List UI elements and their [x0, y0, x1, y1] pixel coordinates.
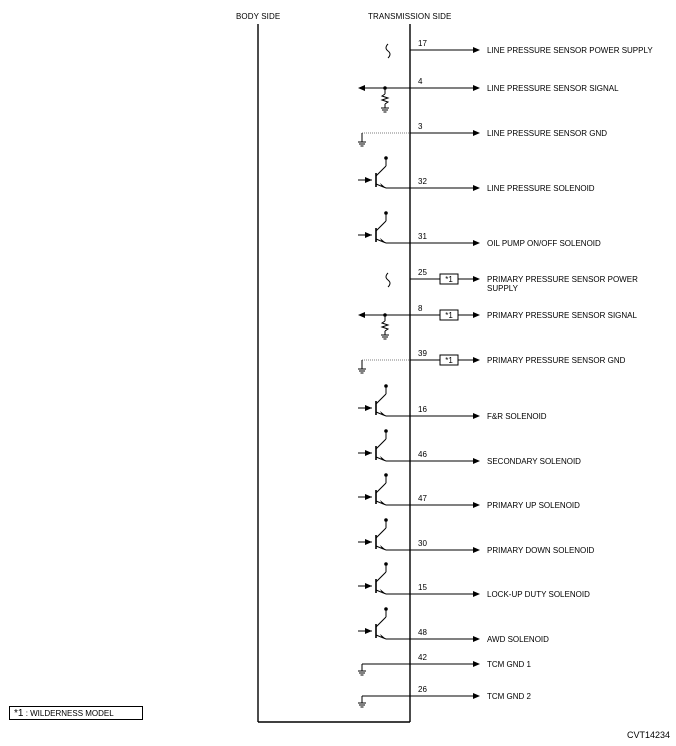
arrow-right-icon	[473, 357, 480, 363]
supply-source-icon	[386, 44, 390, 58]
transistor-collector	[376, 483, 386, 493]
circuit-label: PRIMARY UP SOLENOID	[487, 501, 580, 510]
transistor-collector	[376, 528, 386, 538]
supply-dot	[384, 211, 388, 215]
circuit-row	[358, 429, 581, 466]
arrow-right-icon	[473, 240, 480, 246]
circuit-row	[358, 607, 549, 644]
pin-number: 42	[418, 653, 427, 662]
arrow-right-icon	[473, 502, 480, 508]
pin-number: 8	[418, 304, 423, 313]
transistor-collector	[376, 617, 386, 627]
arrow-right-icon	[473, 693, 480, 699]
circuit-label-line2: SUPPLY	[487, 284, 518, 293]
arrow-right-icon	[473, 47, 480, 53]
wilderness-mark: *1	[445, 275, 453, 284]
pin-number: 30	[418, 539, 427, 548]
transistor-collector	[376, 221, 386, 231]
pin-number: 25	[418, 268, 427, 277]
supply-source-icon	[386, 273, 390, 287]
pin-number: 48	[418, 628, 427, 637]
circuit-label: LINE PRESSURE SENSOR SIGNAL	[487, 84, 619, 93]
legend-text: : WILDERNESS MODEL	[25, 709, 114, 719]
circuit-label: LOCK-UP DUTY SOLENOID	[487, 590, 590, 599]
arrow-right-icon	[473, 458, 480, 464]
circuit-row	[358, 685, 532, 707]
arrow-right-icon	[473, 185, 480, 191]
circuit-label: TCM GND 2	[487, 692, 531, 701]
arrow-right-icon	[473, 85, 480, 91]
wilderness-mark: *1	[445, 356, 453, 365]
arrow-right-icon	[473, 547, 480, 553]
pin-number: 47	[418, 494, 427, 503]
arrow-right-icon	[473, 276, 480, 282]
arrow-right-icon	[473, 636, 480, 642]
pin-number: 39	[418, 349, 427, 358]
circuit-row	[358, 384, 547, 421]
circuit-row	[386, 39, 653, 58]
supply-dot	[384, 562, 388, 566]
pin-number: 26	[418, 685, 427, 694]
pin-number: 4	[418, 77, 423, 86]
pin-number: 15	[418, 583, 427, 592]
circuit-row	[358, 304, 638, 339]
arrow-right-icon	[473, 591, 480, 597]
circuit-row	[358, 77, 619, 112]
supply-dot	[384, 607, 388, 611]
supply-dot	[384, 473, 388, 477]
transistor-collector	[376, 394, 386, 404]
circuit-row	[358, 518, 595, 555]
circuit-label: PRIMARY PRESSURE SENSOR POWER	[487, 275, 638, 284]
transistor-collector	[376, 572, 386, 582]
circuit-row	[358, 653, 532, 675]
pin-number: 46	[418, 450, 427, 459]
circuit-label: AWD SOLENOID	[487, 635, 549, 644]
figure-code: CVT14234	[626, 730, 670, 740]
circuit-label: PRIMARY PRESSURE SENSOR SIGNAL	[487, 311, 637, 320]
circuit-label: LINE PRESSURE SOLENOID	[487, 184, 595, 193]
circuit-label: OIL PUMP ON/OFF SOLENOID	[487, 239, 601, 248]
arrow-right-icon	[473, 130, 480, 136]
circuit-row	[358, 349, 626, 373]
circuit-label: PRIMARY PRESSURE SENSOR GND	[487, 356, 626, 365]
arrow-left-icon	[358, 312, 365, 318]
circuit-label: PRIMARY DOWN SOLENOID	[487, 546, 595, 555]
legend-mark: *1	[14, 708, 24, 719]
supply-dot	[384, 156, 388, 160]
resistor-icon	[382, 321, 388, 331]
body-side-header: BODY SIDE	[236, 12, 281, 21]
wilderness-mark: *1	[445, 311, 453, 320]
supply-dot	[384, 384, 388, 388]
circuit-label: LINE PRESSURE SENSOR POWER SUPPLY	[487, 46, 653, 55]
pin-number: 16	[418, 405, 427, 414]
circuit-row	[358, 122, 607, 146]
circuit-row	[386, 268, 638, 293]
arrow-right-icon	[473, 661, 480, 667]
pin-number: 32	[418, 177, 427, 186]
transistor-collector	[376, 439, 386, 449]
pin-number: 17	[418, 39, 427, 48]
arrow-right-icon	[473, 312, 480, 318]
arrow-right-icon	[473, 413, 480, 419]
resistor-icon	[382, 94, 388, 104]
transistor-collector	[376, 166, 386, 176]
circuit-row	[358, 156, 595, 193]
circuit-row	[358, 211, 601, 248]
circuit-label: F&R SOLENOID	[487, 412, 547, 421]
pin-number: 31	[418, 232, 427, 241]
legend-box	[9, 706, 143, 720]
circuit-label: LINE PRESSURE SENSOR GND	[487, 129, 608, 138]
circuit-row	[358, 562, 590, 599]
supply-dot	[384, 429, 388, 433]
circuit-label: SECONDARY SOLENOID	[487, 457, 581, 466]
circuit-label: TCM GND 1	[487, 660, 531, 669]
supply-dot	[384, 518, 388, 522]
pin-number: 3	[418, 122, 423, 131]
transmission-side-header: TRANSMISSION SIDE	[368, 12, 452, 21]
arrow-left-icon	[358, 85, 365, 91]
circuit-row	[358, 473, 580, 510]
